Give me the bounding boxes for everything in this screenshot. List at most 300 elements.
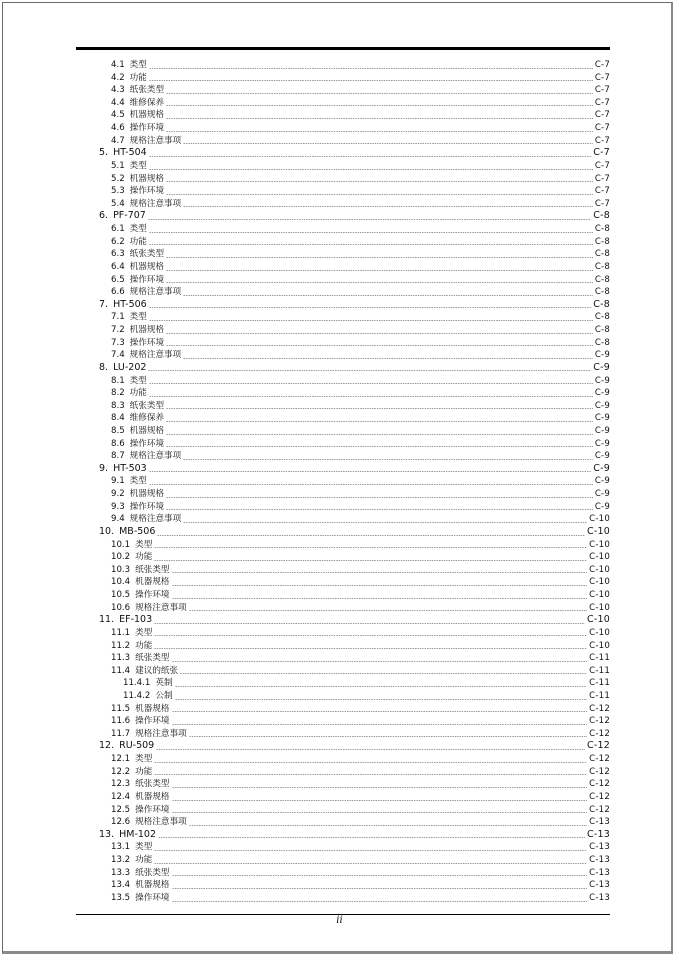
toc-entry-number: 13. xyxy=(99,828,115,840)
toc-entry-number: 6.3 xyxy=(111,249,125,260)
toc-entry-title: 机器规格 xyxy=(129,261,165,272)
toc-entry-page: C-9 xyxy=(594,388,610,399)
toc-entry-number: 6.2 xyxy=(111,236,125,247)
toc-entry-page: C-8 xyxy=(593,210,610,222)
toc-entry-number: 7.3 xyxy=(111,337,125,348)
toc-entry-number: 12. xyxy=(99,740,115,752)
toc-entry-title: 纸张类型 xyxy=(129,400,165,411)
toc-entry-title: 机器规格 xyxy=(129,110,165,121)
toc-chapter-entry[interactable] xyxy=(99,147,610,160)
toc-entry-page: C-8 xyxy=(594,287,610,298)
toc-entry-number: 12.3 xyxy=(111,779,131,790)
toc-entry-number: 4.7 xyxy=(111,135,125,146)
toc-entry-title: 英制 xyxy=(155,678,173,689)
toc-entry-title: 规格注意事项 xyxy=(135,817,187,828)
toc-section-entry[interactable] xyxy=(111,223,610,236)
toc-entry-page: C-7 xyxy=(594,110,610,121)
toc-section-entry[interactable] xyxy=(111,766,610,779)
dot-leader xyxy=(166,333,593,334)
toc-entry-number: 7.4 xyxy=(111,350,125,361)
dot-leader xyxy=(154,762,587,763)
toc-entry-title: 规格注意事项 xyxy=(135,602,187,613)
toc-entry-title: 操作环境 xyxy=(135,716,170,727)
toc-entry-title: 机器规格 xyxy=(135,703,170,714)
toc-section-entry[interactable] xyxy=(111,753,610,766)
dot-leader xyxy=(149,232,593,233)
dot-leader xyxy=(183,295,593,296)
toc-entry-title: 功能 xyxy=(129,236,147,247)
dot-leader xyxy=(183,143,593,144)
toc-chapter-entry[interactable] xyxy=(99,210,610,223)
toc-entry-number: 4.2 xyxy=(111,72,125,83)
toc-entry-number: 5.4 xyxy=(111,198,125,209)
dot-leader xyxy=(172,888,588,889)
dot-leader xyxy=(189,825,587,826)
toc-chapter-entry[interactable] xyxy=(99,299,610,312)
toc-entry-title: 类型 xyxy=(135,627,153,638)
dot-leader xyxy=(183,358,593,359)
toc-entry-page: C-10 xyxy=(589,539,610,550)
toc-entry-title: 规格注意事项 xyxy=(129,287,182,298)
dot-leader xyxy=(166,118,593,119)
toc-section-entry[interactable] xyxy=(111,715,610,728)
dot-leader xyxy=(154,774,587,775)
toc-entry-page: C-10 xyxy=(589,514,610,525)
toc-entry-number: 4.6 xyxy=(111,123,125,134)
toc-entry-page: C-10 xyxy=(589,577,610,588)
toc-section-entry[interactable] xyxy=(111,387,610,400)
toc-section-entry[interactable] xyxy=(111,703,610,716)
toc-section-entry[interactable] xyxy=(111,564,610,577)
dot-leader xyxy=(166,509,593,510)
toc-entry-number: 6.4 xyxy=(111,261,125,272)
toc-entry-title: HT-503 xyxy=(113,462,147,474)
toc-entry-page: C-13 xyxy=(589,892,610,903)
toc-entry-page: C-7 xyxy=(594,97,610,108)
toc-section-entry[interactable] xyxy=(111,475,610,488)
toc-entry-number: 7.2 xyxy=(111,325,125,336)
toc-entry-number: 12.4 xyxy=(111,791,131,802)
toc-entry-page: C-10 xyxy=(589,627,610,638)
toc-entry-title: 机器规格 xyxy=(129,489,165,500)
toc-entry-page: C-12 xyxy=(589,791,610,802)
toc-section-entry[interactable] xyxy=(111,173,610,186)
dot-leader xyxy=(172,787,588,788)
toc-entry-number: 5.1 xyxy=(111,160,125,171)
dot-leader xyxy=(149,396,593,397)
toc-section-entry[interactable] xyxy=(111,135,610,148)
toc-section-entry[interactable] xyxy=(111,450,610,463)
dot-leader xyxy=(172,724,588,725)
toc-entry-page: C-10 xyxy=(587,525,610,537)
toc-entry-page: C-7 xyxy=(594,72,610,83)
toc-section-entry[interactable] xyxy=(111,728,610,741)
toc-entry-title: 类型 xyxy=(129,312,147,323)
toc-entry-number: 11. xyxy=(99,614,115,626)
dot-leader xyxy=(154,850,587,851)
toc-entry-page: C-12 xyxy=(589,728,610,739)
dot-leader xyxy=(148,370,591,371)
toc-entry-title: 类型 xyxy=(129,476,147,487)
toc-entry-number: 9.1 xyxy=(111,476,125,487)
toc-entry-title: 功能 xyxy=(135,855,153,866)
toc-section-entry[interactable] xyxy=(111,551,610,564)
toc-subsection-entry[interactable] xyxy=(123,690,610,703)
toc-entry-title: 操作环境 xyxy=(129,123,165,134)
dot-leader xyxy=(166,270,593,271)
toc-entry-number: 6.1 xyxy=(111,224,125,235)
toc-chapter-entry[interactable] xyxy=(99,362,610,375)
toc-entry-number: 4.4 xyxy=(111,97,125,108)
toc-section-entry[interactable] xyxy=(111,425,610,438)
dot-leader xyxy=(149,169,593,170)
toc-section-entry[interactable] xyxy=(111,97,610,110)
dot-leader xyxy=(154,863,587,864)
toc-section-entry[interactable] xyxy=(111,324,610,337)
toc-entry-title: 类型 xyxy=(135,842,153,853)
toc-section-entry[interactable] xyxy=(111,261,610,274)
toc-entry-page: C-9 xyxy=(594,400,610,411)
dot-leader xyxy=(156,749,585,750)
dot-leader xyxy=(172,875,588,876)
dot-leader xyxy=(183,459,593,460)
toc-section-entry[interactable] xyxy=(111,879,610,892)
toc-section-entry[interactable] xyxy=(111,349,610,362)
toc-entry-number: 10.2 xyxy=(111,552,131,563)
toc-section-entry[interactable] xyxy=(111,539,610,552)
toc-entry-page: C-13 xyxy=(587,828,610,840)
toc-entry-page: C-9 xyxy=(593,361,610,373)
toc-entry-title: 规格注意事项 xyxy=(129,135,182,146)
toc-section-entry[interactable] xyxy=(111,665,610,678)
toc-entry-number: 11.4.2 xyxy=(123,691,151,701)
toc-entry-title: 类型 xyxy=(135,754,153,765)
toc-entry-title: 操作环境 xyxy=(135,892,170,903)
toc-entry-page: C-11 xyxy=(589,678,610,689)
dot-leader xyxy=(166,282,593,283)
toc-chapter-entry[interactable] xyxy=(99,526,610,539)
dot-leader xyxy=(166,497,593,498)
toc-entry-title: 操作环境 xyxy=(135,590,170,601)
toc-entry-title: 纸张类型 xyxy=(135,867,170,878)
dot-leader xyxy=(180,673,587,674)
dot-leader xyxy=(166,434,593,435)
toc-entry-page: C-8 xyxy=(594,274,610,285)
dot-leader xyxy=(189,736,587,737)
dot-leader xyxy=(149,80,593,81)
toc-entry-page: C-7 xyxy=(593,147,610,159)
toc-entry-number: 8. xyxy=(99,361,109,373)
toc-entry-title: 功能 xyxy=(129,72,147,83)
toc-entry-page: C-8 xyxy=(594,325,610,336)
toc-entry-number: 10.5 xyxy=(111,590,131,601)
toc-entry-page: C-8 xyxy=(594,249,610,260)
toc-entry-title: 操作环境 xyxy=(129,438,165,449)
dot-leader xyxy=(172,661,588,662)
toc-entry-title: MB-506 xyxy=(119,525,156,537)
dot-leader xyxy=(158,837,585,838)
toc-entry-page: C-7 xyxy=(594,135,610,146)
toc-entry-page: C-12 xyxy=(589,703,610,714)
dot-leader xyxy=(172,572,588,573)
toc-entry-page: C-9 xyxy=(594,451,610,462)
toc-entry-title: 规格注意事项 xyxy=(129,198,182,209)
toc-section-entry[interactable] xyxy=(111,248,610,261)
toc-section-entry[interactable] xyxy=(111,816,610,829)
toc-entry-number: 12.1 xyxy=(111,754,131,765)
toc-entry-title: 规格注意事项 xyxy=(129,451,182,462)
dot-leader xyxy=(183,522,587,523)
toc-section-entry[interactable] xyxy=(111,501,610,514)
toc-entry-number: 9.2 xyxy=(111,489,125,500)
toc-entry-title: 机器规格 xyxy=(135,880,170,891)
dot-leader xyxy=(149,244,593,245)
dot-leader xyxy=(172,800,588,801)
toc-entry-number: 11.7 xyxy=(111,728,131,739)
dot-leader xyxy=(166,105,593,106)
toc-section-entry[interactable] xyxy=(111,640,610,653)
toc-entry-title: 纸张类型 xyxy=(129,249,165,260)
toc-entry-number: 6. xyxy=(99,210,109,222)
toc-entry-title: 规格注意事项 xyxy=(129,514,182,525)
toc-chapter-entry[interactable] xyxy=(99,614,610,627)
toc-section-entry[interactable] xyxy=(111,375,610,388)
toc-section-entry[interactable] xyxy=(111,576,610,589)
toc-section-entry[interactable] xyxy=(111,438,610,451)
toc-entry-number: 4.1 xyxy=(111,60,125,70)
toc-entry-page: C-9 xyxy=(594,350,610,361)
toc-section-entry[interactable] xyxy=(111,160,610,173)
toc-entry-title: 操作环境 xyxy=(129,337,165,348)
toc-entry-title: 纸张类型 xyxy=(135,779,170,790)
toc-section-entry[interactable] xyxy=(111,488,610,501)
toc-entry-title: 规格注意事项 xyxy=(129,350,182,361)
toc-section-entry[interactable] xyxy=(111,198,610,211)
toc-entry-number: 13.5 xyxy=(111,892,131,903)
toc-section-entry[interactable] xyxy=(111,602,610,615)
dot-leader xyxy=(175,699,588,700)
toc-chapter-entry[interactable] xyxy=(99,740,610,753)
toc-entry-page: C-9 xyxy=(594,413,610,424)
toc-section-entry[interactable] xyxy=(111,513,610,526)
toc-section-entry[interactable] xyxy=(111,274,610,287)
toc-section-entry[interactable] xyxy=(111,72,610,85)
toc-entry-title: 公制 xyxy=(155,691,173,701)
document-page xyxy=(2,2,673,954)
dot-leader xyxy=(154,560,587,561)
toc-section-entry[interactable] xyxy=(111,122,610,135)
dot-leader xyxy=(172,812,588,813)
dot-leader xyxy=(154,547,587,548)
dot-leader xyxy=(166,131,593,132)
toc-section-entry[interactable] xyxy=(111,311,610,324)
toc-entry-title: 纸张类型 xyxy=(135,653,170,664)
toc-entry-number: 6.6 xyxy=(111,287,125,298)
toc-entry-page: C-9 xyxy=(593,462,610,474)
toc-entry-page: C-8 xyxy=(594,312,610,323)
toc-section-entry[interactable] xyxy=(111,286,610,299)
toc-entry-title: 建议的纸张 xyxy=(135,665,179,676)
toc-entry-page: C-12 xyxy=(589,754,610,765)
toc-entry-number: 10. xyxy=(99,525,115,537)
toc-entry-title: 操作环境 xyxy=(129,186,165,197)
toc-entry-page: C-10 xyxy=(589,564,610,575)
toc-entry-title: 维修保养 xyxy=(129,97,165,108)
toc-entry-title: 机器规格 xyxy=(129,325,165,336)
toc-entry-title: 机器规格 xyxy=(129,173,165,184)
toc-entry-page: C-13 xyxy=(589,880,610,891)
toc-section-entry[interactable] xyxy=(111,589,610,602)
toc-entry-title: 功能 xyxy=(135,766,153,777)
toc-entry-title: 纸张类型 xyxy=(129,85,165,96)
toc-entry-number: 11.3 xyxy=(111,653,131,664)
toc-chapter-entry[interactable] xyxy=(99,829,610,842)
dot-leader xyxy=(149,156,592,157)
toc-entry-title: EF-103 xyxy=(119,614,153,626)
toc-entry-number: 8.4 xyxy=(111,413,125,424)
toc-entry-page: C-12 xyxy=(589,779,610,790)
toc-entry-number: 13.2 xyxy=(111,855,131,866)
toc-entry-number: 10.1 xyxy=(111,539,131,550)
dot-leader xyxy=(157,535,585,536)
toc-entry-title: 机器规格 xyxy=(129,425,165,436)
toc-entry-title: 功能 xyxy=(135,552,153,563)
toc-entry-page: C-10 xyxy=(589,590,610,601)
dot-leader xyxy=(149,307,592,308)
toc-entry-title: 功能 xyxy=(129,388,147,399)
dot-leader xyxy=(154,635,587,636)
dot-leader xyxy=(172,598,588,599)
toc-entry-title: 操作环境 xyxy=(135,804,170,815)
toc-entry-title: HM-102 xyxy=(119,828,157,840)
toc-entry-page: C-13 xyxy=(589,817,610,828)
toc-entry-page: C-13 xyxy=(589,842,610,853)
dot-leader xyxy=(166,345,593,346)
toc-entry-title: 类型 xyxy=(129,375,147,386)
dot-leader xyxy=(149,484,593,485)
toc-entry-page: C-8 xyxy=(593,298,610,310)
toc-entry-number: 10.3 xyxy=(111,564,131,575)
toc-entry-page: C-11 xyxy=(589,691,610,701)
dot-leader xyxy=(183,206,593,207)
toc-section-entry[interactable] xyxy=(111,84,610,97)
toc-entry-page: C-12 xyxy=(589,804,610,815)
toc-entry-number: 12.2 xyxy=(111,766,131,777)
toc-entry-number: 4.3 xyxy=(111,85,125,96)
dot-leader xyxy=(189,610,587,611)
dot-leader xyxy=(149,383,593,384)
toc-section-entry[interactable] xyxy=(111,804,610,817)
dot-leader xyxy=(166,194,593,195)
toc-entry-page: C-11 xyxy=(589,665,610,676)
toc-section-entry[interactable] xyxy=(111,892,610,905)
page-number: ii xyxy=(336,915,343,926)
dot-leader xyxy=(149,68,593,69)
toc-entry-title: HT-504 xyxy=(113,147,147,159)
header-rule xyxy=(76,47,610,50)
toc-entry-page: C-9 xyxy=(594,476,610,487)
toc-section-entry[interactable] xyxy=(111,109,610,122)
toc-entry-number: 11.1 xyxy=(111,627,131,638)
dot-leader xyxy=(148,219,591,220)
dot-leader xyxy=(154,648,587,649)
toc-entry-page: C-8 xyxy=(594,224,610,235)
toc-entry-number: 5. xyxy=(99,147,109,159)
dot-leader xyxy=(166,446,593,447)
toc-section-entry[interactable] xyxy=(111,841,610,854)
toc-entry-title: 类型 xyxy=(129,160,147,171)
dot-leader xyxy=(149,320,593,321)
toc-section-entry[interactable] xyxy=(111,400,610,413)
toc-entry-title: PF-707 xyxy=(113,210,146,222)
toc-entry-title: 类型 xyxy=(129,60,147,70)
dot-leader xyxy=(172,585,588,586)
toc-chapter-entry[interactable] xyxy=(99,463,610,476)
toc-section-entry[interactable] xyxy=(111,412,610,425)
toc-section-entry[interactable] xyxy=(111,59,610,72)
toc-entry-number: 8.7 xyxy=(111,451,125,462)
toc-entry-number: 9.4 xyxy=(111,514,125,525)
dot-leader xyxy=(154,623,585,624)
toc-section-entry[interactable] xyxy=(111,236,610,249)
toc-section-entry[interactable] xyxy=(111,854,610,867)
toc-section-entry[interactable] xyxy=(111,337,610,350)
toc-entry-number: 10.6 xyxy=(111,602,131,613)
toc-section-entry[interactable] xyxy=(111,791,610,804)
toc-entry-number: 4.5 xyxy=(111,110,125,121)
toc-entry-page: C-11 xyxy=(589,653,610,664)
toc-entry-page: C-13 xyxy=(589,867,610,878)
toc-entry-number: 12.6 xyxy=(111,817,131,828)
toc-entry-title: 操作环境 xyxy=(129,274,165,285)
toc-entry-page: C-7 xyxy=(594,186,610,197)
toc-entry-number: 5.2 xyxy=(111,173,125,184)
toc-entry-number: 13.3 xyxy=(111,867,131,878)
toc-entry-title: HT-506 xyxy=(113,298,147,310)
toc-entry-number: 11.2 xyxy=(111,640,131,651)
toc-entry-title: RU-509 xyxy=(119,740,155,752)
toc-entry-title: 机器规格 xyxy=(135,577,170,588)
toc-entry-number: 11.4.1 xyxy=(123,678,151,689)
toc-entry-title: 规格注意事项 xyxy=(135,728,187,739)
toc-entry-page: C-9 xyxy=(594,375,610,386)
toc-section-entry[interactable] xyxy=(111,778,610,791)
toc-entry-page: C-7 xyxy=(594,85,610,96)
toc-entry-page: C-8 xyxy=(594,261,610,272)
toc-entry-number: 8.2 xyxy=(111,388,125,399)
toc-entry-page: C-8 xyxy=(594,337,610,348)
toc-entry-number: 7.1 xyxy=(111,312,125,323)
toc-section-entry[interactable] xyxy=(111,185,610,198)
dot-leader xyxy=(149,471,592,472)
toc-entry-number: 11.6 xyxy=(111,716,131,727)
toc-entry-page: C-7 xyxy=(594,160,610,171)
dot-leader xyxy=(166,408,593,409)
toc-entry-page: C-8 xyxy=(594,236,610,247)
toc-subsection-entry[interactable] xyxy=(123,677,610,690)
toc-entry-number: 10.4 xyxy=(111,577,131,588)
toc-entry-page: C-10 xyxy=(589,552,610,563)
toc-entry-title: 纸张类型 xyxy=(135,564,170,575)
toc-entry-page: C-9 xyxy=(594,501,610,512)
toc-entry-title: 操作环境 xyxy=(129,501,165,512)
toc-section-entry[interactable] xyxy=(111,867,610,880)
toc-entry-number: 9.3 xyxy=(111,501,125,512)
dot-leader xyxy=(166,421,593,422)
toc-section-entry[interactable] xyxy=(111,627,610,640)
toc-section-entry[interactable] xyxy=(111,652,610,665)
toc-entry-number: 11.4 xyxy=(111,665,131,676)
